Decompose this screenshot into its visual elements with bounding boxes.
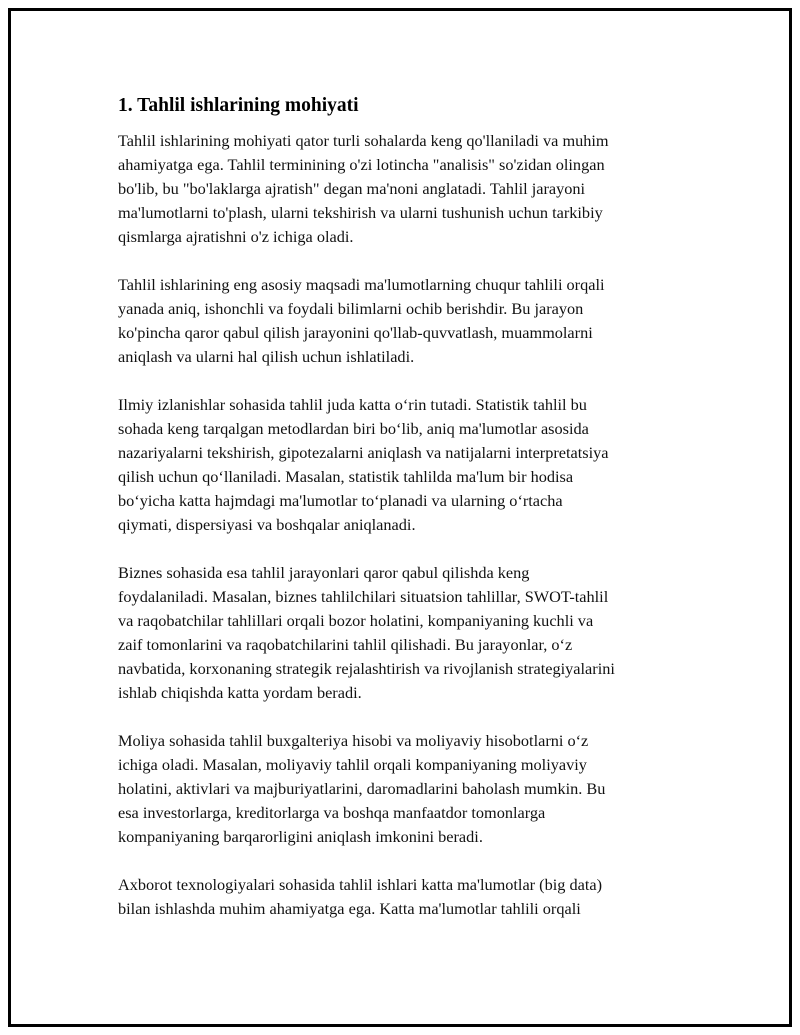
text-line: foydalaniladi. Masalan, biznes tahlilchilari situatsion tahlillar, SWOT-tahlil (118, 587, 609, 606)
text-line: ichiga oladi. Masalan, moliyaviy tahlil orqali kompaniyaning moliyaviy (118, 755, 587, 774)
paragraph-6 (118, 873, 688, 921)
text-line: ko'pincha qaror qabul qilish jarayonini qo'llab-quvvatlash, muammolarni (118, 323, 593, 342)
document-body (118, 94, 688, 945)
text-line: kompaniyaning barqarorligini aniqlash imkonini beradi. (118, 827, 483, 846)
text-line: Biznes sohasida esa tahlil jarayonlari qaror qabul qilishda keng (118, 563, 530, 582)
text-line: ma'lumotlarni to'plash, ularni tekshirish va ularni tushunish uchun tarkibiy (118, 203, 603, 222)
text-line: nazariyalarni tekshirish, gipotezalarni aniqlash va natijalarni interpretatsiya (118, 443, 609, 462)
text-line: bilan ishlashda muhim ahamiyatga ega. Katta ma'lumotlar tahlili orqali (118, 899, 581, 918)
text-line: qiymati, dispersiyasi va boshqalar aniqlanadi. (118, 515, 416, 534)
text-line: Axborot texnologiyalari sohasida tahlil ishlari katta ma'lumotlar (big data) (118, 875, 603, 894)
text-line: qilish uchun qo‘llaniladi. Masalan, statistik tahlilda ma'lum bir hodisa (118, 467, 574, 486)
text-line: ishlab chiqishda katta yordam beradi. (118, 683, 362, 702)
text-line: navbatida, korxonaning strategik rejalashtirish va rivojlanish strategiyalarini (118, 659, 615, 678)
text-line: Ilmiy izlanishlar sohasida tahlil juda katta o‘rin tutadi. Statistik tahlil bu (118, 395, 587, 414)
text-line: bo'lib, bu "bo'laklarga ajratish" degan ma'noni anglatadi. Tahlil jarayoni (118, 179, 586, 198)
text-line: zaif tomonlarini va raqobatchilarini tahlil qilishadi. Bu jarayonlar, o‘z (118, 635, 573, 654)
text-line: qismlarga ajratishni o'z ichiga oladi. (118, 227, 354, 246)
text-line: va raqobatchilar tahlillari orqali bozor holatini, kompaniyaning kuchli va (118, 611, 594, 630)
text-line: esa investorlarga, kreditorlarga va boshqa manfaatdor tomonlarga (118, 803, 546, 822)
text-line: aniqlash va ularni hal qilish uchun ishlatiladi. (118, 347, 415, 366)
paragraph-4 (118, 561, 688, 705)
text-line: ahamiyatga ega. Tahlil terminining o'zi lotincha "analisis" so'zidan olingan (118, 155, 605, 174)
text-line: bo‘yicha katta hajmdagi ma'lumotlar to‘planadi va ularning o‘rtacha (118, 491, 563, 510)
text-line: yanada aniq, ishonchli va foydali bilimlarni ochib berishdir. Bu jarayon (118, 299, 584, 318)
text-line: holatini, aktivlari va majburiyatlarini, daromadlarini baholash mumkin. Bu (118, 779, 606, 798)
text-line: sohada keng tarqalgan metodlardan biri bo‘lib, aniq ma'lumotlar asosida (118, 419, 589, 438)
paragraph-5 (118, 729, 688, 849)
paragraph-3 (118, 393, 688, 537)
text-line: Tahlil ishlarining mohiyati qator turli sohalarda keng qo'llaniladi va muhim (118, 131, 609, 150)
paragraph-1 (118, 129, 688, 249)
section-heading: 1. Tahlil ishlarining mohiyati (118, 95, 359, 116)
paragraph-2 (118, 273, 688, 369)
text-line: Tahlil ishlarining eng asosiy maqsadi ma'lumotlarning chuqur tahlili orqali (118, 275, 605, 294)
text-line: Moliya sohasida tahlil buxgalteriya hisobi va moliyaviy hisobotlarni o‘z (118, 731, 589, 750)
